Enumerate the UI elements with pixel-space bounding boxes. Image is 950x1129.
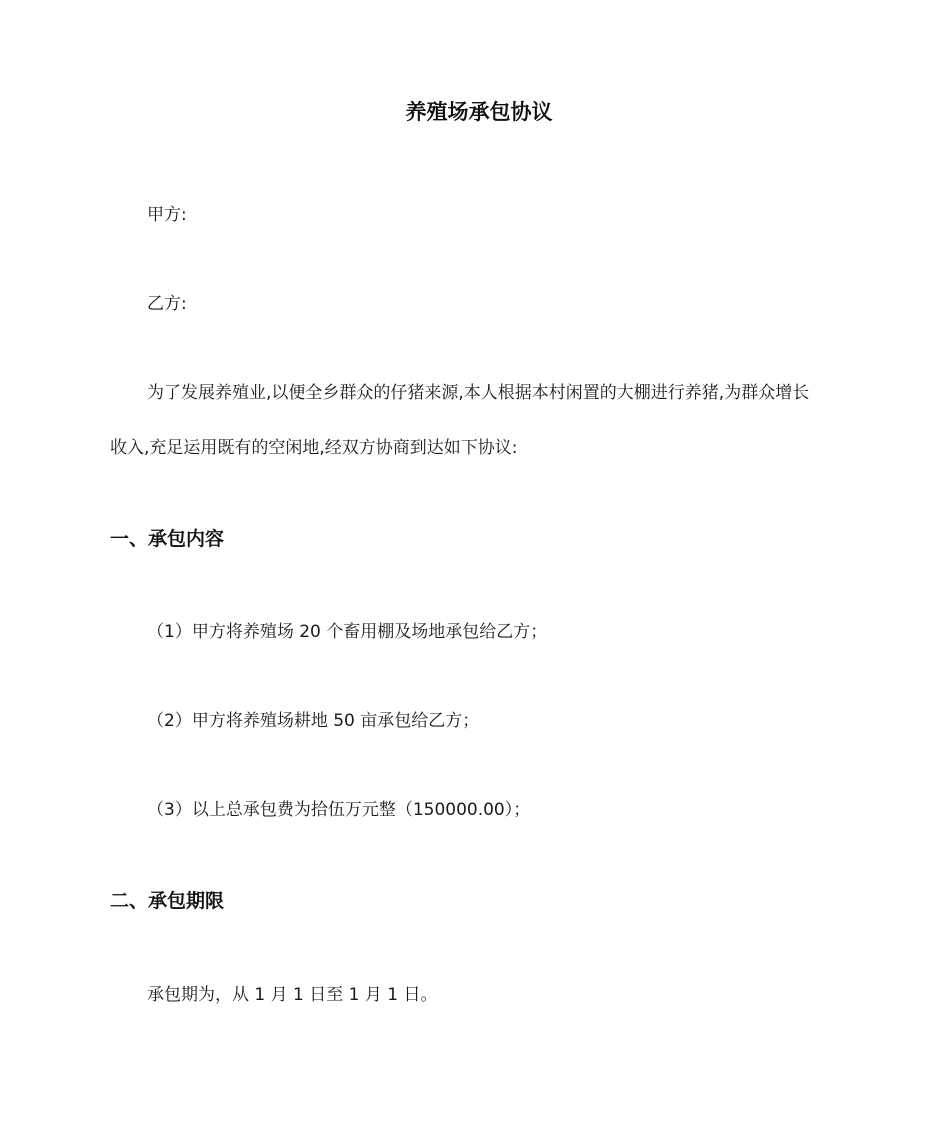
contract-period-text: 承包期为，从 1 月 1 日至 1 月 1 日。 [147,985,438,1005]
contract-item-3: （3）以上总承包费为拾伍万元整（150000.00）； [147,800,531,820]
party-b-label: 乙方: [147,294,187,314]
preamble-paragraph-line-2: 收入,充足运用既有的空闲地,经双方协商到达如下协议: [110,438,518,458]
preamble-paragraph-line-1: 为了发展养殖业,以便全乡群众的仔猪来源,本人根据本村闲置的大棚进行养猪,为群众增长 [147,383,810,403]
party-a-label: 甲方: [147,205,187,225]
section-heading-contract-period: 二、承包期限 [110,890,225,912]
contract-item-1: （1）甲方将养殖场 20 个畜用棚及场地承包给乙方； [147,622,548,642]
document-title: 养殖场承包协议 [405,100,553,124]
contract-item-2: （2）甲方将养殖场耕地 50 亩承包给乙方； [147,711,480,731]
section-heading-contract-content: 一、承包内容 [110,528,225,550]
